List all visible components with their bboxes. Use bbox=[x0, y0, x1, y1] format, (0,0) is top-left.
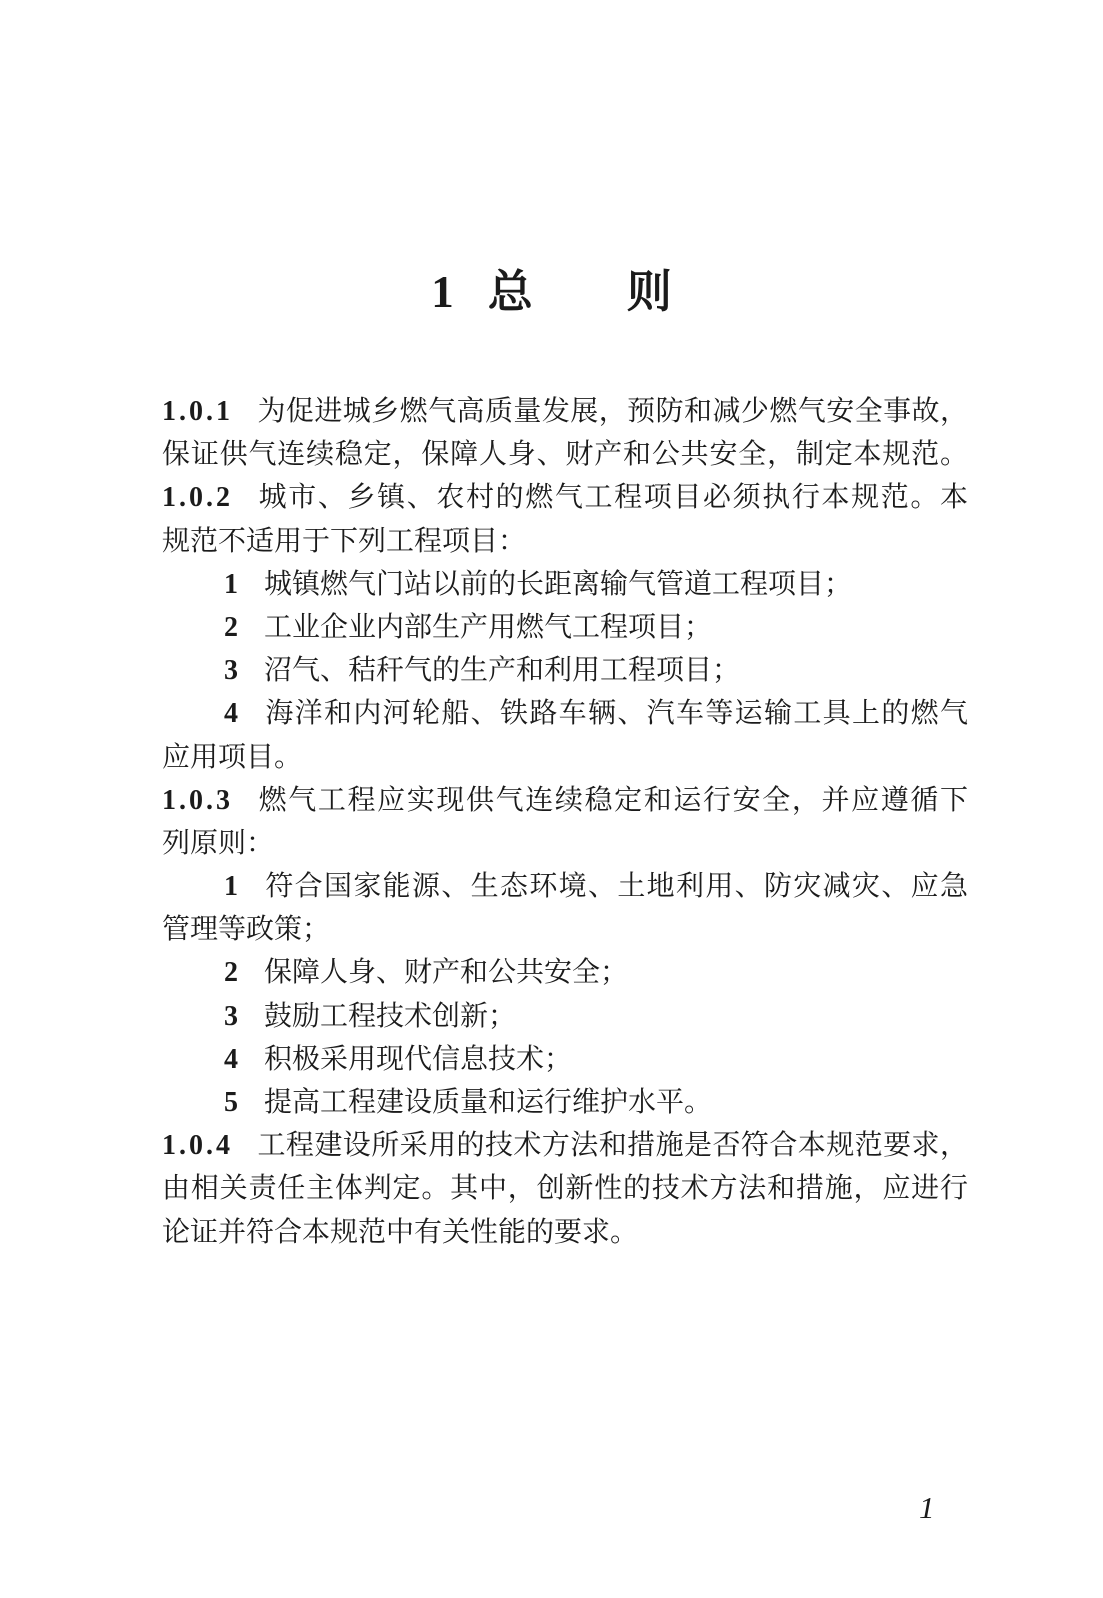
clause-line bbox=[162, 1124, 968, 1167]
line-text: 城市、乡镇、农村的燃气工程项目必须执行本规范。本 bbox=[257, 482, 968, 514]
item-number: 2 bbox=[224, 957, 238, 989]
line-text: 工程建设所采用的技术方法和措施是否符合本规范要求， bbox=[257, 1130, 968, 1162]
text-line: 规范不适用于下列工程项目： bbox=[162, 525, 527, 557]
chapter-number: 1 bbox=[431, 267, 454, 317]
clause-line bbox=[162, 390, 968, 433]
item-number: 4 bbox=[224, 698, 238, 730]
line-text: 为促进城乡燃气高质量发展，预防和减少燃气安全事故， bbox=[257, 396, 968, 427]
item-line bbox=[162, 1038, 968, 1081]
clause-line bbox=[162, 779, 968, 822]
line-text: 提高工程建设质量和运行维护水平。 bbox=[264, 1087, 713, 1118]
text-line: 由相关责任主体判定。其中，创新性的技术方法和措施，应进行 bbox=[162, 1173, 968, 1205]
clause-number: 1.0.4 bbox=[162, 1130, 233, 1162]
clause-number: 1.0.1 bbox=[162, 396, 233, 427]
item-line bbox=[162, 995, 968, 1038]
item-line bbox=[162, 1081, 968, 1124]
clause-number: 1.0.3 bbox=[162, 784, 233, 816]
item-line bbox=[162, 951, 968, 994]
item-line bbox=[162, 563, 968, 606]
line-text: 沼气、秸秆气的生产和利用工程项目； bbox=[264, 655, 741, 687]
text-line: 管理等政策； bbox=[162, 914, 331, 946]
line-text: 海洋和内河轮船、铁路车辆、汽车等运输工具上的燃气 bbox=[264, 698, 968, 730]
item-line bbox=[162, 606, 968, 649]
item-line bbox=[162, 649, 968, 692]
line-text: 城镇燃气门站以前的长距离输气管道工程项目； bbox=[264, 568, 853, 600]
chapter-title-char-2: 则 bbox=[626, 267, 672, 317]
clause-number: 1.0.2 bbox=[162, 482, 233, 514]
line-text: 符合国家能源、生态环境、土地利用、防灾减灾、应急 bbox=[264, 871, 968, 903]
text-line: 应用项目。 bbox=[162, 741, 303, 773]
text-line: 保证供气连续稳定，保障人身、财产和公共安全，制定本规范。 bbox=[162, 439, 968, 471]
item-number: 4 bbox=[224, 1043, 238, 1075]
chapter-title-char-1: 总 bbox=[487, 267, 533, 317]
item-number: 3 bbox=[224, 655, 238, 687]
line-text: 积极采用现代信息技术； bbox=[264, 1043, 573, 1075]
chapter-title bbox=[0, 266, 1103, 318]
text-line: 列原则： bbox=[162, 827, 275, 859]
item-number: 1 bbox=[224, 871, 238, 903]
item-number: 3 bbox=[224, 1000, 238, 1032]
line-text: 工业企业内部生产用燃气工程项目； bbox=[264, 611, 713, 643]
item-number: 1 bbox=[224, 568, 238, 600]
item-line bbox=[162, 692, 968, 735]
line-text: 燃气工程应实现供气连续稳定和运行安全，并应遵循下 bbox=[257, 784, 968, 816]
document-body bbox=[162, 390, 968, 1254]
item-number: 5 bbox=[224, 1087, 238, 1118]
line-text: 保障人身、财产和公共安全； bbox=[264, 957, 629, 989]
line-text: 鼓励工程技术创新； bbox=[264, 1000, 517, 1032]
item-number: 2 bbox=[224, 611, 238, 643]
page-number: 1 bbox=[919, 1490, 935, 1525]
clause-line bbox=[162, 476, 968, 519]
item-line bbox=[162, 865, 968, 908]
text-line: 论证并符合本规范中有关性能的要求。 bbox=[162, 1216, 639, 1248]
